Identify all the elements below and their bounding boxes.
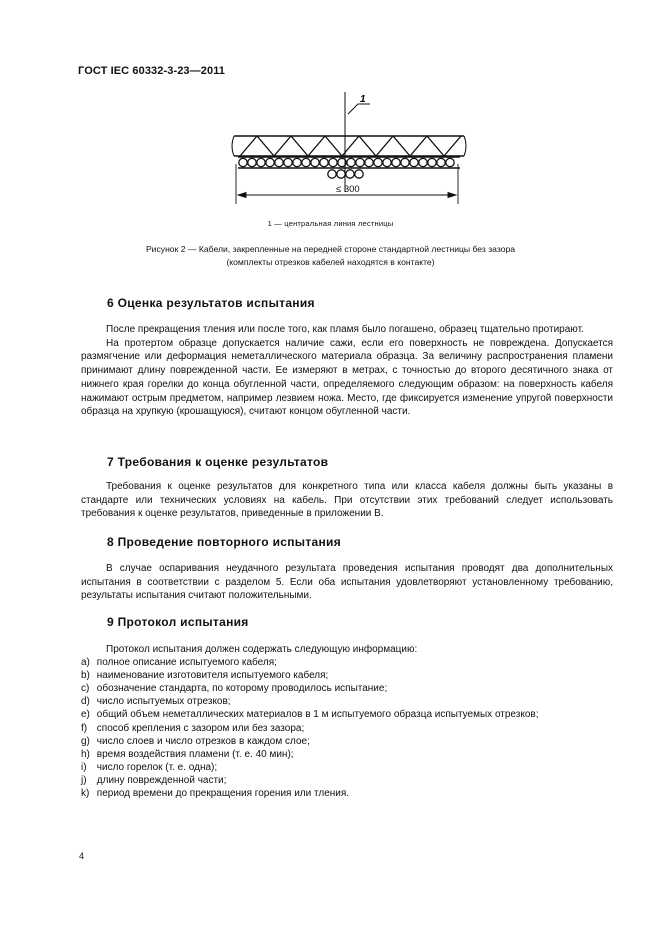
callout-leader bbox=[348, 104, 370, 114]
cable-circle bbox=[365, 158, 373, 166]
section-9-title: 9 Протокол испытания bbox=[107, 615, 249, 629]
cable-circle bbox=[293, 158, 301, 166]
figure-caption bbox=[0, 243, 661, 269]
list-item: a) полное описание испытуемого кабеля; bbox=[81, 657, 277, 669]
list-item: g) число слоев и число отрезков в каждом слое; bbox=[81, 735, 310, 747]
section-7-body bbox=[81, 480, 613, 521]
cable-circle bbox=[266, 158, 274, 166]
dimension-label: ≤ 300 bbox=[336, 184, 360, 195]
list-item: j) длину поврежденной части; bbox=[81, 774, 227, 786]
cable-circle bbox=[239, 158, 247, 166]
cable-circle bbox=[302, 158, 310, 166]
cable-circle bbox=[346, 170, 354, 178]
cable-circle bbox=[446, 158, 454, 166]
list-item: b) наименование изготовителя испытуемого кабеля; bbox=[81, 670, 329, 682]
page-number: 4 bbox=[79, 851, 85, 861]
cable-circle bbox=[347, 158, 355, 166]
section-8-paragraph-1: В случае оспаривания неудачного результата проведения испытания проводят два дополнительных испытания в соответствии с разделом 5. Если оба испытания удовлетворяют установленному требованию, результаты испытания считают положительными. bbox=[81, 563, 613, 602]
cable-circle bbox=[328, 170, 336, 178]
cable-circle bbox=[356, 158, 364, 166]
list-item: d) число испытуемых отрезков; bbox=[81, 696, 231, 708]
cable-circle bbox=[284, 158, 292, 166]
section-9-list bbox=[81, 643, 621, 800]
cable-circle bbox=[311, 158, 319, 166]
figure-caption-line2: (комплекты отрезков кабелей находятся в контакте) bbox=[226, 257, 435, 267]
cable-circle bbox=[401, 158, 409, 166]
list-item: e) общий объем неметаллических материалов в 1 м испытуемого образца испытуемых отрезков; bbox=[81, 709, 539, 721]
list-item: h) время воздействия пламени (т. е. 40 мин); bbox=[81, 748, 294, 760]
figure-legend: 1 — центральная линия лестницы bbox=[267, 219, 394, 228]
ladder-cable-figure bbox=[226, 92, 472, 210]
list-item: f) способ крепления с зазором или без зазора; bbox=[81, 722, 305, 734]
cable-circle bbox=[383, 158, 391, 166]
section-6-title: 6 Оценка результатов испытания bbox=[107, 296, 315, 310]
ladder-truss bbox=[240, 136, 461, 156]
section-6-paragraph-1: После прекращения тления или после того, как пламя было погашено, образец тщательно протирают. bbox=[106, 324, 584, 335]
rail-left-end bbox=[232, 136, 234, 156]
section-6-paragraph-2: На протертом образце допускается наличие сажи, если его поверхность не повреждена. Допускается размягчение или деформация неметаллического материала образца. За величину распространения пламени принимают длину поврежденной части. Ее измеряют в метрах, с точностью до второго десятичного знака от нижнего края горелки до конца обугленной части, определяемого следующим образом: на поверхность кабеля нажимают острым предметом, например лезвием ножа. Место, где фиксируется изменение упругой поверхности образца на хрупкую (крошащуюся), считают концом обугленной части. bbox=[81, 337, 613, 418]
cable-circle bbox=[320, 158, 328, 166]
cable-circle bbox=[437, 158, 445, 166]
cable-circle bbox=[374, 158, 382, 166]
dimension-arrow-right bbox=[448, 193, 456, 198]
cable-circle bbox=[392, 158, 400, 166]
cable-circle bbox=[248, 158, 256, 166]
cable-circle bbox=[355, 170, 363, 178]
cable-circle bbox=[329, 158, 337, 166]
figure-caption-line1: Рисунок 2 — Кабели, закрепленные на передней стороне стандартной лестницы без зазора bbox=[145, 244, 516, 254]
cable-circle bbox=[419, 158, 427, 166]
section-8-title: 8 Проведение повторного испытания bbox=[107, 535, 341, 549]
list-item: c) обозначение стандарта, по которому проводилось испытание; bbox=[81, 683, 388, 695]
cable-circle bbox=[410, 158, 418, 166]
list-item: k) период времени до прекращения горения или тления. bbox=[81, 788, 350, 800]
section-7-title: 7 Требования к оценке результатов bbox=[107, 455, 329, 469]
callout-number: 1 bbox=[360, 94, 366, 105]
cable-circle bbox=[257, 158, 265, 166]
section-6-body bbox=[81, 323, 613, 419]
document-code-header: ГОСТ IEC 60332-3-23—2011 bbox=[78, 65, 226, 77]
list-item: i) число горелок (т. е. одна); bbox=[81, 761, 218, 773]
section-7-paragraph-1: Требования к оценке результатов для конкретного типа или класса кабеля должны быть указаны в стандарте или технических условиях на кабель. При отсутствии этих требований следует использовать требования к оценке результатов, приведенные в приложении В. bbox=[81, 481, 613, 520]
section-8-body bbox=[81, 562, 613, 603]
section-9-intro: Протокол испытания должен содержать следующую информацию: bbox=[106, 644, 418, 655]
cable-circle bbox=[275, 158, 283, 166]
cable-circle bbox=[428, 158, 436, 166]
rail-right-end bbox=[464, 136, 466, 156]
dimension-arrow-left bbox=[238, 193, 246, 198]
cable-circle bbox=[337, 170, 345, 178]
